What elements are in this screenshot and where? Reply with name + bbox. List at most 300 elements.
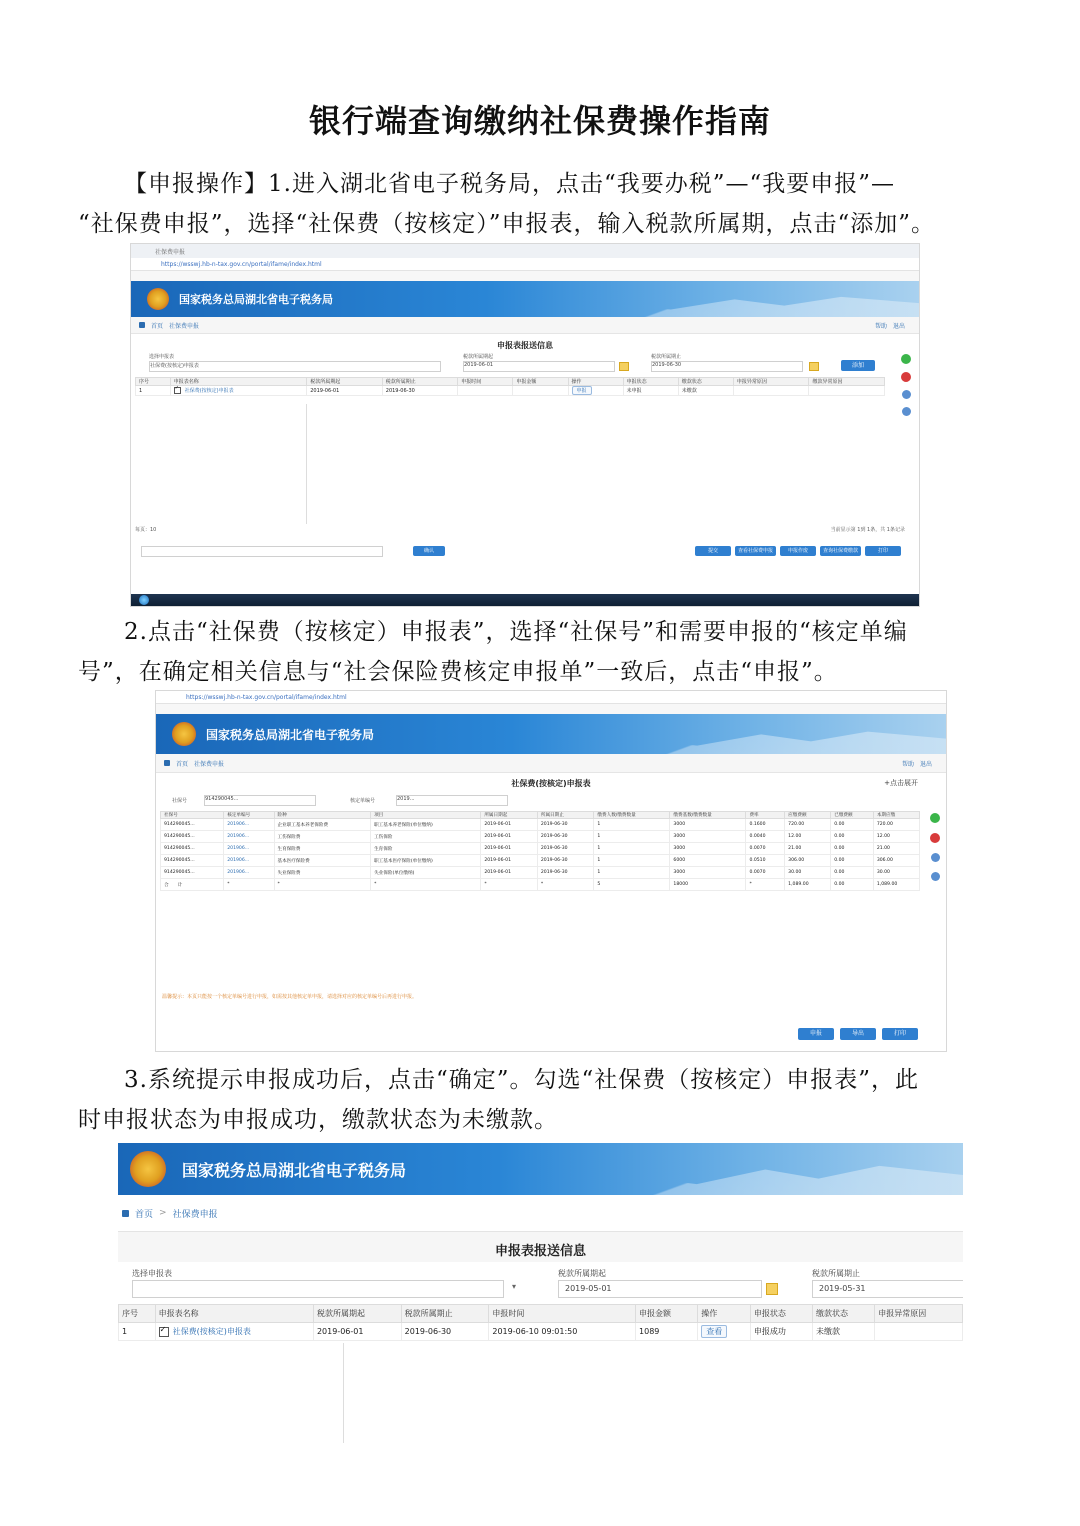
cell-text: 2019-06-30 xyxy=(385,387,415,394)
table-row[interactable] xyxy=(119,1323,963,1341)
table-cell xyxy=(371,879,481,891)
table-cell xyxy=(382,386,458,396)
column-header[interactable]: 所属日期起 xyxy=(481,812,538,819)
table-cell xyxy=(746,819,785,831)
cell-text: 0.0510 xyxy=(749,858,766,863)
table-cell xyxy=(873,831,919,843)
remark-input[interactable] xyxy=(141,546,383,557)
cell-text: 914290045... xyxy=(164,846,195,851)
site-title: 国家税务总局湖北省电子税务局 xyxy=(182,1160,407,1180)
cell-text: 2019-06-01 xyxy=(484,834,512,839)
social-security-no-select[interactable]: 914290045... xyxy=(204,795,316,806)
action-button[interactable]: 申报作废 xyxy=(780,546,816,556)
table-cell xyxy=(831,867,874,879)
bottom-button-group xyxy=(798,1028,918,1040)
cell-text: * xyxy=(540,882,544,887)
paragraph-line: 号”，在确定相关信息与“社会保险费核定申报单”一致后，点击“申报”。 xyxy=(78,659,838,685)
table-cell xyxy=(274,819,371,831)
cell-text: 2019-06-30 xyxy=(540,846,568,851)
national-emblem-icon xyxy=(147,288,169,310)
cell-text: 1 xyxy=(139,387,143,394)
cell-text: 914290045... xyxy=(164,834,195,839)
national-emblem-icon xyxy=(172,722,196,746)
cell-text: 2019-06-01 xyxy=(484,846,512,851)
table-cell xyxy=(670,867,746,879)
column-header[interactable]: 费率 xyxy=(746,812,785,819)
table-cell xyxy=(274,867,371,879)
cell-text: * xyxy=(277,882,280,887)
cell-text: 30.00 xyxy=(876,870,890,875)
print-icon[interactable] xyxy=(902,390,911,399)
page-size[interactable]: 每页：10 xyxy=(135,527,157,533)
table-cell xyxy=(371,831,481,843)
column-header[interactable]: 申报金额 xyxy=(636,1305,698,1323)
table-cell xyxy=(873,843,919,855)
row-checkbox[interactable] xyxy=(174,387,181,394)
cell-text: 失业保险(单位缴纳) xyxy=(374,870,415,876)
view-button[interactable]: 查看 xyxy=(701,1325,727,1338)
cell-text: 2019-06-01 xyxy=(316,1327,364,1336)
table-cell xyxy=(623,386,678,396)
section-header xyxy=(118,1231,963,1262)
table-cell xyxy=(458,386,513,396)
location-icon xyxy=(164,760,170,766)
breadcrumb-current[interactable]: 社保费申报 xyxy=(194,760,225,768)
table-cell xyxy=(594,831,670,843)
browser-tab[interactable]: 社保费申报 xyxy=(155,248,186,256)
table-cell xyxy=(161,819,224,831)
print-icon[interactable] xyxy=(931,872,940,881)
table-cell[interactable] xyxy=(224,855,274,867)
table-cell xyxy=(161,867,224,879)
table-cell xyxy=(746,879,785,891)
help-link[interactable]: 帮助 xyxy=(874,322,887,330)
table-cell[interactable] xyxy=(170,386,307,396)
action-button[interactable]: 打印 xyxy=(882,1028,918,1040)
calendar-icon[interactable] xyxy=(766,1283,778,1295)
cell-text: 1089 xyxy=(639,1327,660,1336)
column-divider xyxy=(343,1343,344,1443)
site-title: 国家税务总局湖北省电子税务局 xyxy=(179,293,333,306)
table-cell xyxy=(698,1323,751,1341)
declaration-table xyxy=(118,1304,963,1341)
table-row[interactable] xyxy=(161,867,920,879)
cell-text: 21.00 xyxy=(876,846,890,851)
paragraph-step-3 xyxy=(78,1060,1008,1140)
national-emblem-icon xyxy=(130,1151,166,1187)
table-cell xyxy=(136,386,171,396)
table-cell xyxy=(481,831,538,843)
cell-text: 30.00 xyxy=(788,870,802,875)
table-cell xyxy=(785,831,831,843)
cell-text: 0.00 xyxy=(834,834,845,839)
column-header[interactable]: 缴款状态 xyxy=(678,378,733,386)
table-cell xyxy=(594,819,670,831)
cell-text: 2019-06-30 xyxy=(404,1327,452,1336)
column-header[interactable]: 税款所属期起 xyxy=(307,378,383,386)
table-cell xyxy=(670,855,746,867)
favorites-bar xyxy=(131,271,919,281)
action-button[interactable]: 导出 xyxy=(840,1028,876,1040)
exit-link[interactable]: 退出 xyxy=(919,760,932,768)
cell-text: 工伤保险费 xyxy=(277,834,301,840)
breadcrumb-current[interactable]: 社保费申报 xyxy=(169,322,200,330)
cell-text: 3000 xyxy=(673,834,686,839)
section-title: 申报表报送信息 xyxy=(494,1244,586,1259)
column-header[interactable]: 税款所属期止 xyxy=(382,378,458,386)
table-cell[interactable] xyxy=(155,1323,313,1341)
column-header[interactable]: 社保号 xyxy=(161,812,224,819)
table-cell xyxy=(274,855,371,867)
column-header[interactable]: 序号 xyxy=(136,378,171,386)
column-header[interactable]: 申报异常原因 xyxy=(875,1305,963,1323)
form-name-link[interactable]: 201906... xyxy=(227,846,250,851)
table-row[interactable] xyxy=(136,386,885,396)
table-cell xyxy=(568,386,623,396)
social-security-no-label: 社保号 xyxy=(172,798,188,804)
great-wall-graphic xyxy=(583,1159,963,1195)
cell-text: 2019-06-01 xyxy=(484,822,512,827)
document-title: 银行端查询缴纳社保费操作指南 xyxy=(308,102,771,140)
exit-link[interactable]: 退出 xyxy=(892,322,905,330)
cell-text: 1 xyxy=(597,858,601,863)
column-header[interactable]: 应缴费额 xyxy=(785,812,831,819)
dropdown-arrow-icon[interactable]: ▾ xyxy=(512,1282,517,1291)
table-cell xyxy=(785,855,831,867)
cell-text: 1 xyxy=(122,1327,128,1336)
approval-no-select[interactable]: 2019... xyxy=(396,795,508,806)
cell-text: 生育保险费 xyxy=(277,846,301,852)
column-header[interactable]: 操作 xyxy=(698,1305,751,1323)
table-cell xyxy=(873,819,919,831)
screenshot-step-2 xyxy=(155,690,947,1052)
table-cell[interactable] xyxy=(224,819,274,831)
cell-text: 0.00 xyxy=(834,846,845,851)
action-button[interactable]: 提交 xyxy=(695,546,731,556)
form-name-link[interactable]: 201906... xyxy=(227,822,250,827)
table-cell xyxy=(371,843,481,855)
cell-text: * xyxy=(749,882,752,887)
table-cell xyxy=(831,879,874,891)
end-date-input[interactable]: 2019-06-30 xyxy=(651,361,803,372)
filter-row xyxy=(131,351,919,377)
form-name-link[interactable]: 201906... xyxy=(227,834,250,839)
cell-text: 720.00 xyxy=(788,822,805,827)
column-header[interactable]: 申报状态 xyxy=(750,1305,812,1323)
section-title: 申报表报送信息 xyxy=(497,341,553,350)
view-button[interactable]: 申报 xyxy=(572,386,592,395)
table-cell xyxy=(875,1323,963,1341)
cell-text: 3000 xyxy=(673,846,686,851)
table-cell xyxy=(594,843,670,855)
cell-text: 914290045... xyxy=(164,822,195,827)
address-bar[interactable] xyxy=(131,258,919,271)
table-cell xyxy=(161,855,224,867)
great-wall-graphic xyxy=(564,292,919,317)
cell-text: 2019-06-01 xyxy=(484,858,512,863)
paragraph-line: 3.系统提示申报成功后，点击“确定”。勾选“社保费（按核定）申报表”，此 xyxy=(124,1067,919,1093)
paragraph-line: 时申报状态为申报成功，缴款状态为未缴款。 xyxy=(78,1107,558,1133)
table-cell xyxy=(831,855,874,867)
paragraph-step-2 xyxy=(78,612,1008,692)
calendar-icon[interactable] xyxy=(619,362,629,371)
column-header[interactable]: 操作 xyxy=(568,378,623,386)
table-row[interactable] xyxy=(161,831,920,843)
form-name-link[interactable]: 社保费(按核定)申报表 xyxy=(184,388,234,394)
cell-text: * xyxy=(227,882,230,887)
table-cell xyxy=(313,1323,401,1341)
column-header[interactable]: 所属日期止 xyxy=(537,812,594,819)
cell-text: 基本医疗保险费 xyxy=(277,858,310,864)
site-title: 国家税务总局湖北省电子税务局 xyxy=(206,727,375,742)
breadcrumb-current[interactable]: 社保费申报 xyxy=(172,1209,218,1220)
table-cell xyxy=(371,855,481,867)
location-icon xyxy=(122,1210,129,1217)
breadcrumb-home[interactable]: 首页 xyxy=(151,322,164,330)
column-header[interactable]: 申报异常原因 xyxy=(733,378,809,386)
cell-text: 0.00 xyxy=(834,858,845,863)
table-cell xyxy=(746,867,785,879)
cell-text: 0.0040 xyxy=(749,834,766,839)
expand-link[interactable]: +点击展开 xyxy=(884,779,918,787)
column-header[interactable]: 税款所属期起 xyxy=(313,1305,401,1323)
column-header[interactable]: 本期应缴 xyxy=(873,812,919,819)
table-cell xyxy=(594,855,670,867)
form-select[interactable]: 社保费(按核定)申报表 xyxy=(149,361,441,372)
site-banner xyxy=(131,281,919,317)
action-bar xyxy=(141,546,901,558)
print-icon[interactable] xyxy=(931,853,940,862)
column-header[interactable]: 申报时间 xyxy=(489,1305,636,1323)
url-text[interactable]: https://wsswj.hb-n-tax.gov.cn/portal/ifame/index.html xyxy=(161,260,322,268)
start-date-label: 税款所属期起 xyxy=(463,354,494,360)
end-date-input[interactable]: 2019-05-31 xyxy=(812,1280,963,1298)
table-cell xyxy=(401,1323,489,1341)
paragraph-line: 【申报操作】1.进入湖北省电子税务局，点击“我要办税”—“我要申报”— xyxy=(124,171,895,197)
cell-text: 0.00 xyxy=(834,870,845,875)
table-cell xyxy=(161,831,224,843)
cell-text: 1,089.00 xyxy=(788,882,809,887)
selector-row xyxy=(156,791,946,811)
cell-text: 0.0070 xyxy=(749,846,766,851)
location-icon xyxy=(139,322,145,328)
column-header[interactable]: 申报时间 xyxy=(458,378,513,386)
table-header-row xyxy=(119,1305,963,1323)
form-name-link[interactable]: 201906... xyxy=(227,870,250,875)
table-cell xyxy=(785,843,831,855)
table-cell xyxy=(537,831,594,843)
cell-text: 3000 xyxy=(673,870,686,875)
form-select-label: 选择申报表 xyxy=(149,354,175,360)
pagination-bar xyxy=(135,526,905,533)
print-icon[interactable] xyxy=(902,407,911,416)
table-cell xyxy=(831,831,874,843)
table-cell xyxy=(371,867,481,879)
cell-text: 0.0070 xyxy=(749,870,766,875)
action-button[interactable]: 申报 xyxy=(798,1028,834,1040)
cell-text: 未申报 xyxy=(626,388,642,394)
cell-text: 2019-06-30 xyxy=(540,822,568,827)
table-cell xyxy=(746,843,785,855)
cell-text: 职工基本医疗保险(单位缴纳) xyxy=(374,858,433,864)
total-row xyxy=(161,879,920,891)
cell-text: 2019-06-10 09:01:50 xyxy=(492,1327,578,1336)
cell-text: 18000 xyxy=(673,882,689,887)
form-select-label: 选择申报表 xyxy=(132,1269,172,1278)
help-link[interactable]: 帮助 xyxy=(901,760,914,768)
bottom-button-group xyxy=(695,546,901,556)
column-header[interactable]: 核定单编号 xyxy=(224,812,274,819)
table-header-row xyxy=(161,812,920,819)
address-bar[interactable] xyxy=(156,691,946,704)
table-cell xyxy=(873,867,919,879)
column-header[interactable]: 险种 xyxy=(274,812,371,819)
cell-text: 6000 xyxy=(673,858,686,863)
table-cell xyxy=(746,831,785,843)
table-cell xyxy=(670,843,746,855)
cell-text: 工伤保险 xyxy=(374,834,393,840)
browser-tab-bar[interactable] xyxy=(131,244,919,258)
action-button[interactable]: 查看社保费申报 xyxy=(735,546,776,556)
table-cell xyxy=(785,819,831,831)
section-title: 社保费(按核定)申报表 xyxy=(511,779,591,788)
column-header[interactable]: 申报状态 xyxy=(623,378,678,386)
table-cell xyxy=(274,831,371,843)
cell-text: 未缴款 xyxy=(816,1327,841,1336)
cell-text: 5 xyxy=(597,882,601,887)
start-date-label: 税款所属期起 xyxy=(558,1269,606,1278)
table-cell xyxy=(594,879,670,891)
cell-text: 0.00 xyxy=(834,822,845,827)
column-header[interactable]: 缴款异常原因 xyxy=(809,378,885,386)
column-header[interactable]: 缴费人数/缴费数量 xyxy=(594,812,670,819)
cell-text: 12.00 xyxy=(876,834,890,839)
wechat-icon[interactable] xyxy=(901,354,911,364)
column-header[interactable]: 序号 xyxy=(119,1305,156,1323)
table-cell xyxy=(537,867,594,879)
calendar-icon[interactable] xyxy=(809,362,819,371)
cell-text: 2019-06-01 xyxy=(484,870,512,875)
cell-text: 914290045... xyxy=(164,858,195,863)
column-header[interactable]: 申报表名称 xyxy=(170,378,307,386)
paragraph-step-1 xyxy=(78,164,1008,244)
table-cell[interactable] xyxy=(224,843,274,855)
start-button-icon[interactable] xyxy=(139,595,149,605)
table-cell[interactable] xyxy=(224,831,274,843)
form-select[interactable] xyxy=(132,1280,504,1298)
column-header[interactable]: 缴款状态 xyxy=(813,1305,875,1323)
table-cell xyxy=(750,1323,812,1341)
column-header[interactable]: 缴费基数/缴费数量 xyxy=(670,812,746,819)
table-row[interactable] xyxy=(161,843,920,855)
table-cell xyxy=(594,867,670,879)
cell-text: 1 xyxy=(597,822,601,827)
table-cell[interactable] xyxy=(224,867,274,879)
table-cell xyxy=(119,1323,156,1341)
table-cell xyxy=(733,386,809,396)
breadcrumb xyxy=(131,317,919,334)
table-cell xyxy=(809,386,885,396)
action-button[interactable]: 打印 xyxy=(865,546,901,556)
table-cell xyxy=(307,386,383,396)
weibo-icon[interactable] xyxy=(901,372,911,382)
table-cell xyxy=(481,819,538,831)
breadcrumb: 首页 > 社保费申报 xyxy=(118,1195,963,1231)
cell-text: 2019-06-30 xyxy=(540,858,568,863)
table-cell xyxy=(537,855,594,867)
table-cell xyxy=(831,819,874,831)
start-date-input[interactable]: 2019-05-01 xyxy=(558,1280,762,1298)
cell-text: 1 xyxy=(597,834,601,839)
table-row[interactable] xyxy=(161,855,920,867)
column-header[interactable]: 申报金额 xyxy=(513,378,568,386)
cell-text: 1 xyxy=(597,870,601,875)
wechat-icon[interactable] xyxy=(930,813,940,823)
confirm-button[interactable]: 确认 xyxy=(413,546,445,556)
cell-text: * xyxy=(484,882,487,887)
column-header[interactable]: 税款所属期止 xyxy=(401,1305,489,1323)
paragraph-line: 2.点击“社保费（按核定）申报表”，选择“社保号”和需要申报的“核定单编 xyxy=(124,619,908,645)
action-button[interactable]: 查询社保费缴款 xyxy=(820,546,861,556)
favorites-bar xyxy=(156,704,946,714)
form-name-link[interactable]: 社保费(按核定)申报表 xyxy=(172,1327,251,1336)
end-date-label: 税款所属期止 xyxy=(651,354,682,360)
column-header[interactable]: 已缴费额 xyxy=(831,812,874,819)
table-row[interactable] xyxy=(161,819,920,831)
table-cell xyxy=(481,855,538,867)
table-cell xyxy=(537,819,594,831)
breadcrumb-home[interactable]: 首页 xyxy=(176,760,189,768)
cell-text: 2019-06-30 xyxy=(540,834,568,839)
url-text[interactable]: https://wsswj.hb-n-tax.gov.cn/portal/ifame/index.html xyxy=(186,693,347,701)
end-date-label: 税款所属期止 xyxy=(812,1269,860,1278)
column-header[interactable]: 申报表名称 xyxy=(155,1305,313,1323)
cell-text: 2019-06-01 xyxy=(310,387,340,394)
cell-text: 1,089.00 xyxy=(876,882,898,887)
cell-text: 未缴款 xyxy=(681,388,697,394)
table-cell xyxy=(873,855,919,867)
table-cell xyxy=(371,819,481,831)
table-cell xyxy=(481,843,538,855)
table-cell xyxy=(489,1323,636,1341)
row-checkbox[interactable] xyxy=(159,1327,169,1337)
cell-text: 申报成功 xyxy=(753,1327,786,1336)
table-cell xyxy=(537,843,594,855)
cell-text: 21.00 xyxy=(788,846,802,851)
approval-no-label: 核定单编号 xyxy=(350,798,376,804)
table-cell xyxy=(481,879,538,891)
cell-text: 企业职工基本养老保险费 xyxy=(277,822,329,828)
add-button[interactable]: 添加 xyxy=(841,360,875,371)
table-cell xyxy=(785,867,831,879)
table-header-row xyxy=(136,378,885,386)
assessment-table xyxy=(160,811,920,891)
start-date-input[interactable]: 2019-06-01 xyxy=(463,361,615,372)
form-name-link[interactable]: 201906... xyxy=(227,858,250,863)
column-header[interactable]: 项目 xyxy=(371,812,481,819)
table-cell xyxy=(831,843,874,855)
table-cell xyxy=(537,879,594,891)
breadcrumb-home[interactable]: 首页 xyxy=(135,1209,154,1220)
breadcrumb xyxy=(156,754,946,773)
column-divider xyxy=(306,404,307,524)
cell-text: * xyxy=(374,882,377,887)
weibo-icon[interactable] xyxy=(930,833,940,843)
cell-text: 合 计 xyxy=(164,882,183,888)
cell-text: 306.00 xyxy=(876,858,893,863)
table-cell xyxy=(161,879,224,891)
cell-text: 生育保险 xyxy=(374,846,393,852)
